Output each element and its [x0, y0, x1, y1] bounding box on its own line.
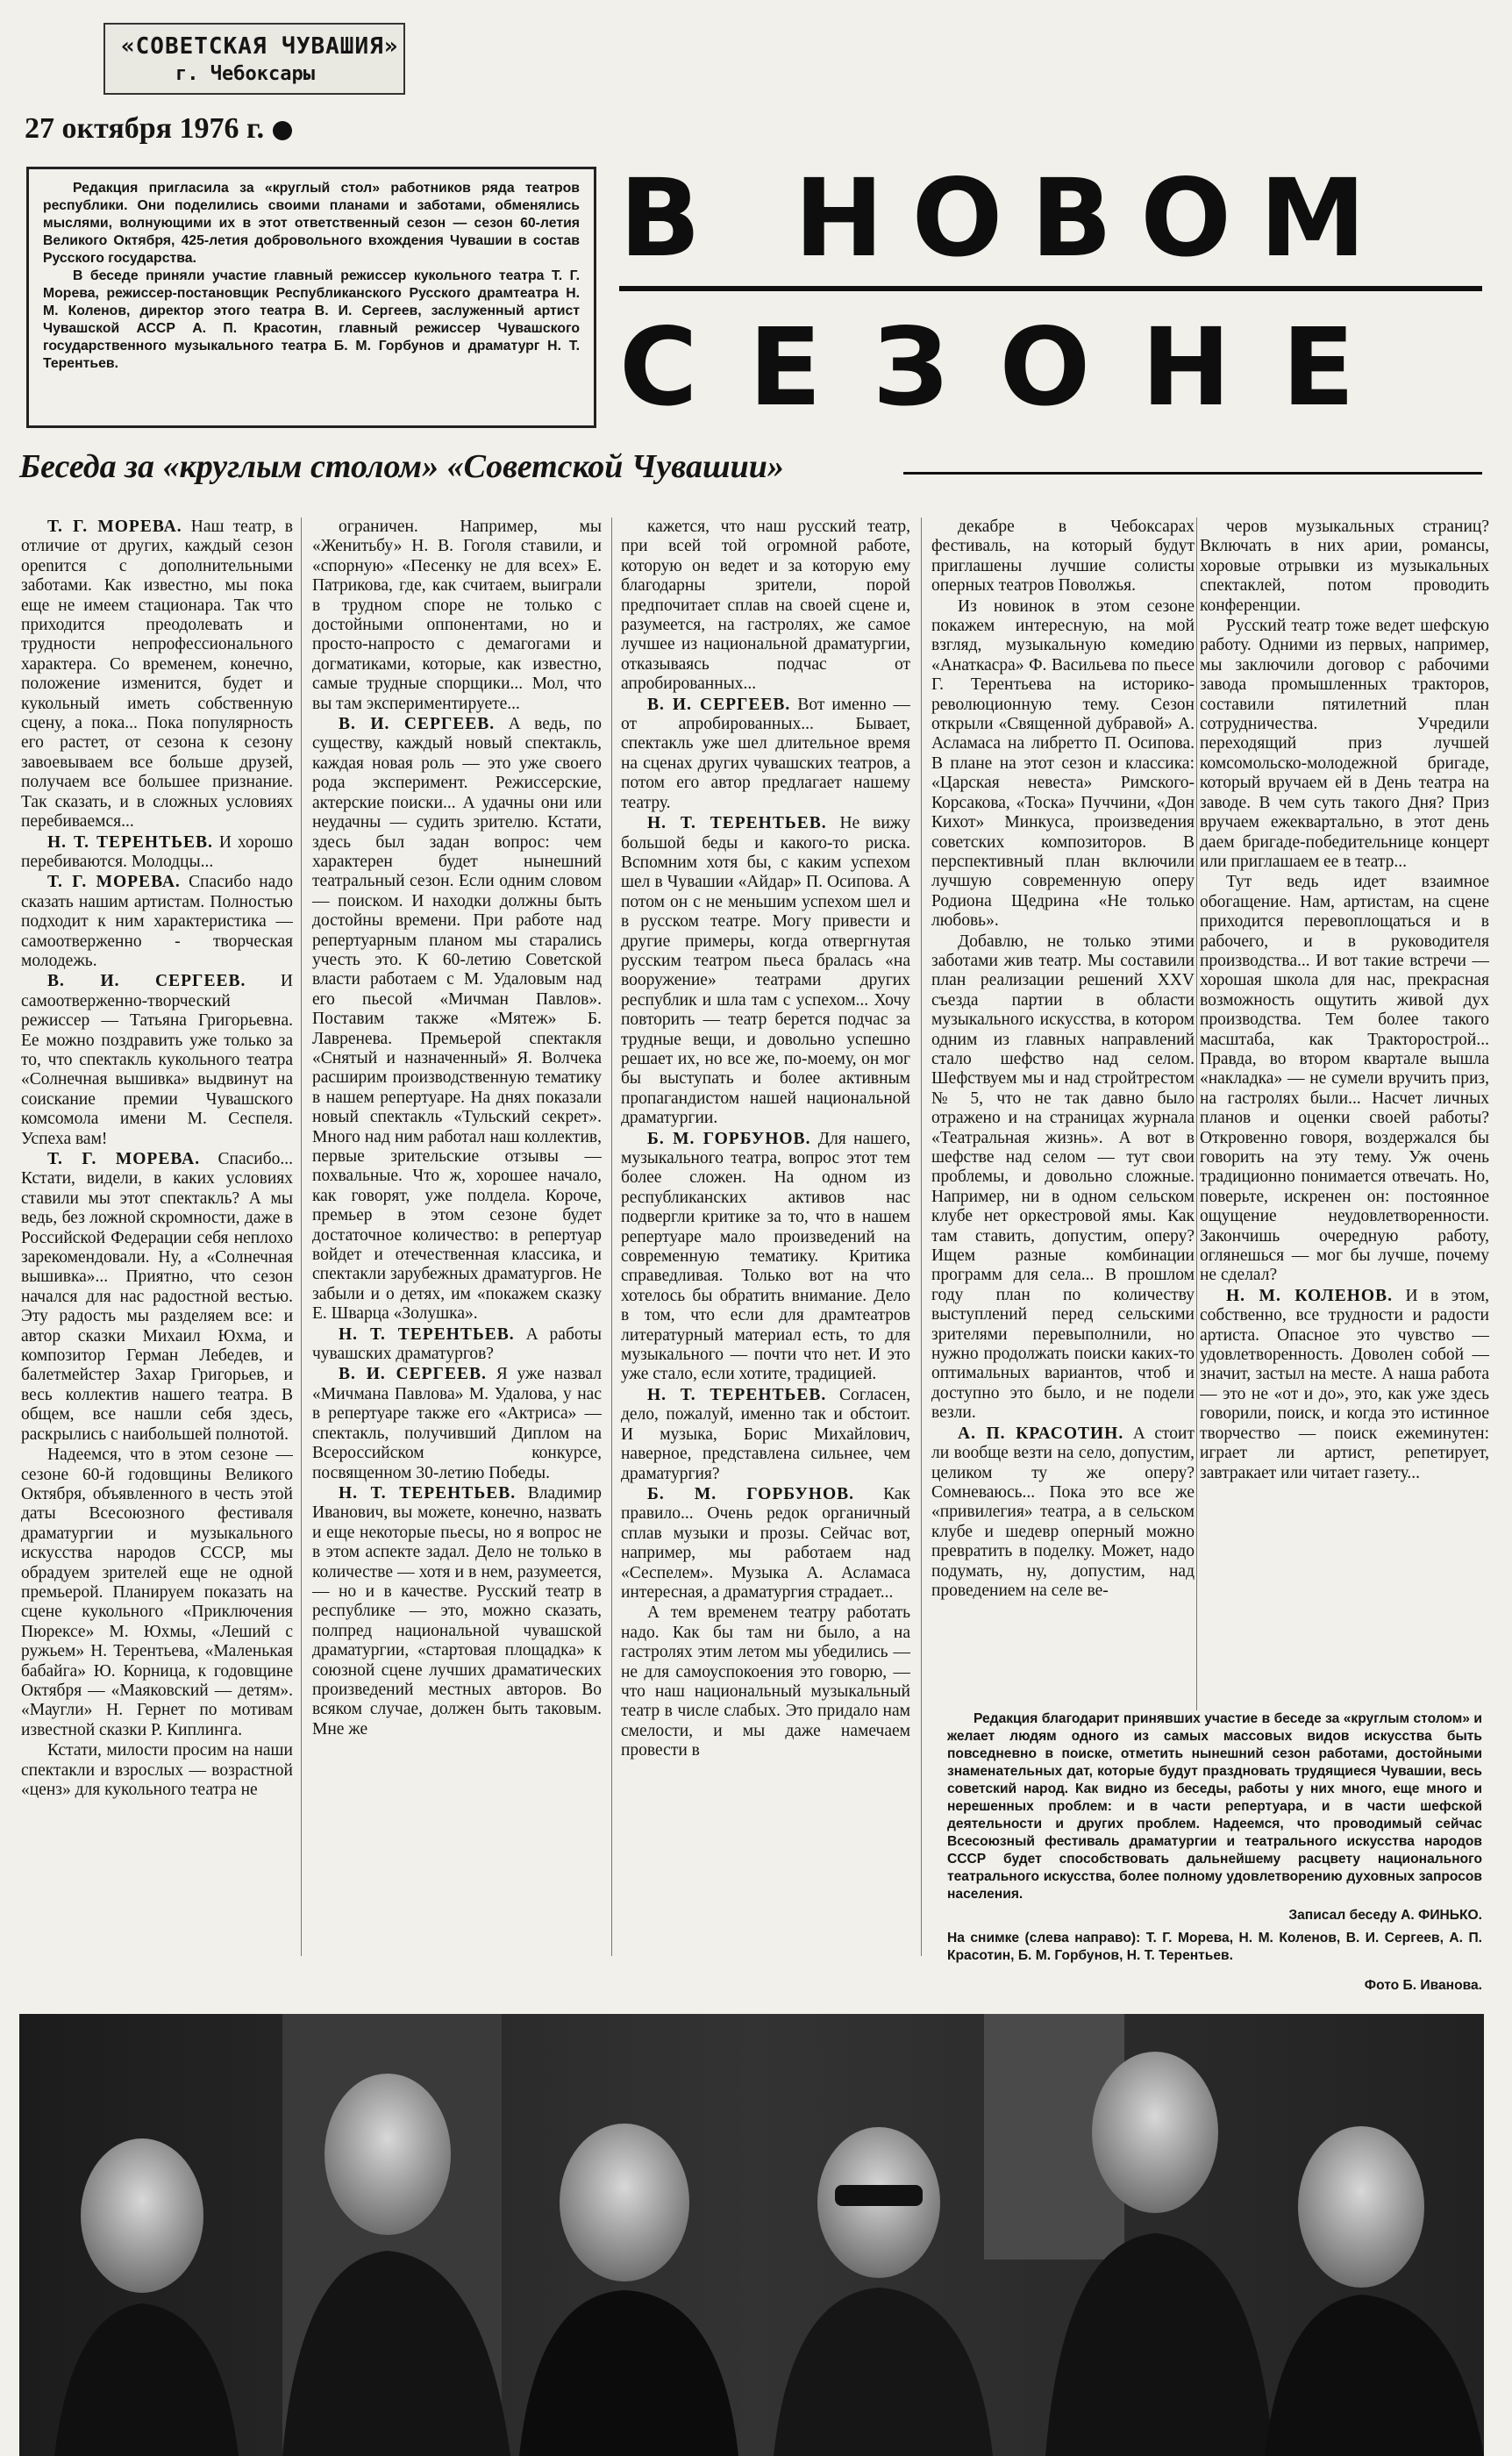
photo-caption: На снимке (слева направо): Т. Г. Морева, Н. М. Коленов, В. И. Сергеев, А. П. Красотин, Б. М. Горбунов, Н. Т. Терентьев. — [947, 1931, 1482, 1963]
paragraph-text: Я уже назвал «Мичмана Павлова» М. Удалова, у нас в репертуаре также его «Актриса» — спектакль, получивший Диплом на Всероссийском конкурсе, посвященном 30-летию Победы. — [312, 1365, 602, 1482]
paragraph-text: А ведь, по существу, каждый новый спектакль, каждая новая роль — это уже своего рода эксперимент. Режиссерские, актерские поиски... А удачны они или неудачны — судить зрителю. Кстати, здесь был задан вопрос: чем характерен будет нынешний театральный сезон. Если одним словом — поиском. И находки должны быть достойны времени. При работе над репертуарным планом мы старались учесть это. К 60-летию Советской власти работаем с М. Удаловым над его пьесой «Мичман Павлов». Поставим также «Мятеж» Б. Лавренева. Премьерой спектакля «Снятый и назначенный» Я. Волчека расширим производственную тематику в нашем репертуаре. На днях показали новый спектакль «Тульский секрет». Много над ним работал наш коллектив, первые зрительские отзывы — похвальные. Что ж, хорошее начало, как говорят, уже полдела. Короче, премьер в этом сезоне будет достаточное количество: в репертуар войдет и отечественная классика, и спектакли зарубежных драматургов. Не забыли и о детях, им «покажем сказку Е. Шварца «Золушка». — [312, 715, 602, 1324]
paragraph-text: Для нашего, музыкального театра, вопрос этот тем более сложен. На одном из республиканских активов нас подвергли критике за то, что в нашем репертуаре мало произведений на современную тематику. Критика справедливая. Только вот на что хотелось бы обратить внимание. Дело в том, что если для драмтеатров литературный материал есть, то для музыкального — почти что нет. И это уже стало, если хотите, традицией. — [621, 1129, 910, 1384]
group-photo — [19, 2014, 1484, 2456]
source-stamp — [103, 23, 405, 95]
article-paragraph — [931, 932, 1195, 1424]
headline-line-1: В НОВОМ — [619, 156, 1394, 281]
paragraph-text: Вот именно — от апробированных... Бывает, спектакль уже шел длительное время на сценах других чувашских театров, а потом его автор предлагает нашему театру. — [621, 695, 910, 812]
article-paragraph — [621, 696, 910, 813]
headline-divider — [619, 286, 1482, 291]
paragraph-text: кажется, что наш русский театр, при всей той огромной работе, которую он ведет и за которую ему благодарны зрители, порой предпочитает сплав на своей сцене и, разумеется, на гастролях, же самое лучшее из национальной драматургии, отказываясь подчас от апробированных... — [621, 518, 910, 694]
article-paragraph — [312, 1365, 602, 1482]
photo-credit: Фото Б. Иванова. — [1364, 1978, 1482, 1993]
speaker-name: Н. Т. ТЕРЕНТЬЕВ. — [47, 832, 213, 852]
editorial-note-text: Редакция благодарит принявших участие в беседе за «круглым столом» и желает людям одного из самых массовых видов искусства быть повседневно в поиске, отметить нынешний сезон работами, достойными знаменательных дат, которые будут праздновать трудящиеся Чувашии, весь советский народ. Как видно из беседы, работы у них много, еще много и нерешенных проблем: и в части репертуара, и в части шефской деятельности и других проблем. Надеемся, что проводимый сейчас Всесоюзный фестиваль драматургии и театрального искусства народов СССР будет способствовать дальнейшему расцвету национального театрального искусства, более полному удовлетворению духовных запросов населения. — [947, 1711, 1482, 1902]
byline: Записал беседу А. ФИНЬКО. — [1288, 1908, 1482, 1923]
paragraph-text: Русский театр тоже ведет шефскую работу. Одними из первых, например, мы заключили договор с рабочими завода промышленных тракторов, составили пятилетний план сотрудничества. Учредили переходящий приз лучшей комсомольско-молодежной бригаде, который вручаем ей в День театра на заводе. В чем суть такого Дня? Приз вручаем ежеквартально, в этот день даем бригаде-победительнице концерт или приглашаем ее в театр... — [1200, 617, 1489, 871]
article-paragraph — [21, 1741, 293, 1800]
speaker-name: Н. М. КОЛЕНОВ. — [1226, 1286, 1393, 1305]
speaker-name: Б. М. ГОРБУНОВ. — [647, 1484, 854, 1503]
article-paragraph — [931, 597, 1195, 932]
article-paragraph — [621, 1386, 910, 1484]
article-paragraph — [21, 873, 293, 971]
paragraph-text: Из новинок в этом сезоне покажем интересную, на мой взгляд, музыкальную комедию «Анаткасра» Ф. Васильева по пьесе Г. Терентьева на историко-революционную тему. Сезон открыли «Священной дубравой» А. Асламаса на либретто П. Осипова. В плане на этот сезон и классика: «Царская невеста» Римского-Корсакова, «Тоска» Пуччини, «Дон Кихот» Минкуса, произведения советских композиторов. В перспективный план включили лучшую современную оперу Родиона Щедрина «Не только любовь». — [931, 596, 1195, 931]
article-paragraph — [1200, 1287, 1489, 1483]
publication-date — [25, 112, 292, 146]
speaker-name: Т. Г. МОРЕВА. — [47, 518, 182, 536]
speaker-name: В. И. СЕРГЕЕВ. — [647, 695, 791, 714]
paragraph-text: Добавлю, не только этими заботами жив театр. Мы составили план реализации решений XXV съезда партии в области музыкального искусства, в котором одним из главных направлений стало шефство над селом. Шефствуем мы и над стройтрестом № 5, что не так давно было отражено и на страницах журнала «Театральная жизнь». А вот в шефстве над селом — тут свои проблемы, и довольно сложные. Например, ни в одном сельском клубе нет оркестровой ямы. Как там ставить, допустим, оперу? Ищем разные комбинации программ для села... В прошлом году план по количеству выступлений перед сельскими зрителями перевыполнили, но нужно продолжать поиски каких-то оптимальных вариантов, чтоб и доступно это было, и не подели везли. — [931, 932, 1195, 1423]
speaker-name: В. И. СЕРГЕЕВ. — [47, 972, 246, 991]
subheadline-rule — [903, 472, 1482, 475]
article-paragraph — [312, 715, 602, 1324]
article-column-2 — [312, 518, 602, 1956]
article-paragraph — [931, 1424, 1195, 1602]
speaker-name: Н. Т. ТЕРЕНТЬЕВ. — [647, 1385, 827, 1404]
stamp-city: г. Чебоксары — [175, 63, 315, 85]
bullet-icon — [273, 121, 292, 140]
paragraph-text: Надеемся, что в этом сезоне — сезоне 60-й годовщины Великого Октября, объявленного в честь этой даты Всесоюзного фестиваля драматургии и музыкального искусства народов СССР, мы обрадуем зрителей еще не одной премьерой. Планируем показать на сцене кукольного «Приключения Пюрексе» М. Юхмы, «Леший с ружьем» Н. Терентьева, «Маленькая бабайга» Ю. Корница, к годовщине Октября — «Маяковский — детям». «Маугли» Н. Гернет по мотивам известной сказки Р. Киплинга. — [21, 1446, 293, 1739]
article-paragraph — [621, 1603, 910, 1760]
column-divider — [611, 518, 612, 1956]
paragraph-text: Владимир Иванович, вы можете, конечно, назвать и еще некоторые пьесы, но я вопрос не в этом аспекте задал. Дело не только в количестве — хотя и в нем, разумеется, — но и в качестве. Русский театр в республике — это, можно сказать, полпред национальной чувашской драматургии, «стартовая площадка» к союзной сцене лучших драматических произведений местных авторов. Во всяком случае, должен быть таковым. Мне же — [312, 1483, 602, 1738]
article-paragraph — [621, 1130, 910, 1385]
paragraph-text: Наш театр, в отличие от других, каждый сезон openится с дополнительными заботами. Как известно, мы пока еще не имеем стационара. Так что приходится преодолевать и трудности непрофессионального характера. Со временем, конечно, положение изменится, будет и кукольный иметь собственную сцену, а пока... Пока популярность его растет, от сезона к сезону завоевываем все больше друзей, получаем все большее признание. Так сказать, и в сложных условиях перебиваемся... — [21, 518, 293, 832]
article-paragraph — [931, 518, 1195, 596]
article-paragraph — [1200, 518, 1489, 616]
speaker-name: А. П. КРАСОТИН. — [958, 1424, 1124, 1443]
article-paragraph — [21, 1150, 293, 1445]
speaker-name: Т. Г. МОРЕВА. — [47, 1150, 201, 1168]
group-photo-image — [19, 2014, 1484, 2456]
speaker-name: Н. Т. ТЕРЕНТЬЕВ. — [339, 1324, 515, 1344]
article-column-3 — [621, 518, 910, 1956]
speaker-name: В. И. СЕРГЕЕВ. — [339, 1365, 487, 1384]
paragraph-text: Тут ведь идет взаимное обогащение. Нам, артистам, на сцене приходится перевоплощаться и в рабочего, и в руководителя производства... И вот такие встречи — хорошая школа для нас, прекрасная возможность ощутить живой дух производства. Тем более такого масштаба, как Тракторострой... Правда, во втором квартале вышла «накладка» — не сумели вручить приз, на гастролях были... Насчет личных планов и оценки своей работы? Откровенно говоря, воздержался бы говорить на эту тему. Уж очень традиционно понимается отвечать. Но, поверьте, искренен он: постоянное ощущение неудовлетворенности. Закончишь очередную работу, оглянешься — мог бы лучше, почему не сделал? — [1200, 873, 1489, 1285]
article-paragraph — [312, 1325, 602, 1365]
article-paragraph — [21, 1446, 293, 1740]
article-paragraph — [1200, 617, 1489, 872]
speaker-name: Н. Т. ТЕРЕНТЬЕВ. — [339, 1483, 517, 1503]
column-divider — [921, 518, 922, 1956]
intro-paragraph-1: Редакция пригласила за «круглый стол» работников ряда театров республики. Они поделились своими планами и заботами, обменялись мыслями, волнующими их в этот ответственный сезон — сезон 60-летия Великого Октября, 425-летия добровольного вхождения Чувашии в состав Русского государства. — [43, 181, 580, 266]
paragraph-text: ограничен. Например, мы «Женитьбу» Н. В. Гоголя ставили, и «спорную» «Песенку не для всех» Е. Патрикова, где, как считаем, выиграли в трудном споре не только с достойными оппонентами, но и просто-напросто с демагогами и догматиками, которые, как известно, самые трудные спорщики... Мол, что вы там экспериментируете... — [312, 518, 602, 713]
column-divider — [301, 518, 302, 1956]
article-paragraph — [621, 814, 910, 1129]
paragraph-text: черов музыкальных страниц? Включать в них арии, романсы, хоровые отрывки из музыкальных спектаклей, потом проводить конференции. — [1200, 518, 1489, 615]
headline — [619, 156, 1487, 446]
article-paragraph — [621, 1485, 910, 1603]
paragraph-text: декабре в Чебоксарах фестиваль, на который будут приглашены лучшие солисты оперных театров Поволжья. — [931, 518, 1195, 596]
stamp-newspaper-name: «СОВЕТСКАЯ ЧУВАШИЯ» — [121, 33, 399, 60]
speaker-name: В. И. СЕРГЕЕВ. — [339, 715, 496, 734]
paragraph-text: И в этом, собственно, все трудности и радости артиста. Опасное это чувство — удовлетворенность. Доволен собой — значит, застыл на месте. А наша работа — это не «от и до», это, как уже здесь говорили, поиск, и когда это истинное творчество — поиск ежеминутен: играет ли артист, репетирует, завтракает или читает газету... — [1200, 1286, 1489, 1482]
paragraph-text: А стоит ли вообще везти на село, допустим, целиком ту же оперу? Сомневаюсь... Пока это все же «привилегия» театра, а в сельском клубе и шедевр оперный можно превратить в поделку. Может, надо подумать, ну, допустим, над проведением на селе ве- — [931, 1424, 1195, 1600]
article-paragraph — [21, 972, 293, 1149]
paragraph-text: Согласен, дело, пожалуй, именно так и обстоит. И музыка, Борис Михайлович, наверное, представлена сильнее, чем драматургия? — [621, 1385, 910, 1483]
article-paragraph — [312, 1484, 602, 1739]
speaker-name: Т. Г. МОРЕВА. — [47, 873, 181, 892]
article-paragraph — [21, 833, 293, 873]
article-paragraph — [21, 518, 293, 832]
paragraph-text: Как правило... Очень редок органичный сплав музыки и прозы. Сейчас вот, например, мы работаем над «Сеспелем». Музыка А. Асламаса интересная, а драматургия страдает... — [621, 1484, 910, 1602]
paragraph-text: А тем временем театру работать надо. Как бы там ни было, а на гастролях этим летом мы убедились — не для самоуспокоения это говорю, — что наш национальный музыкальный театр в числе слабых. Это придало нам смелости, и мы даже намечаем провести в — [621, 1603, 910, 1760]
speaker-name: Н. Т. ТЕРЕНТЬЕВ. — [647, 814, 827, 833]
article-column-1 — [21, 518, 293, 1956]
speaker-name: Б. М. ГОРБУНОВ. — [647, 1129, 811, 1148]
intro-box — [26, 167, 596, 428]
paragraph-text: Спасибо... Кстати, видели, в каких условиях ставили мы этот спектакль? А мы ведь, без ложной скромности, даже в Российской Федерации себя неплохо зарекомендовали. Ну, а «Солнечная вышивка»... Приятно, что сезон начался для нас радостной вестью. Эту радость мы разделяем все: и автор сказки Михаил Юхма, и композитор Герман Лебедев, и балетмейстер Захар Григорьев, и весь коллектив нашего театра. В общем, все нашли себя здесь, раскрылись с наибольшей полнотой. — [21, 1150, 293, 1444]
paragraph-text: Спасибо надо сказать нашим артистам. Полностью подходит к ним характеристика — самоотверженно - творческая молодежь. — [21, 873, 293, 970]
article-paragraph — [621, 518, 910, 695]
article-paragraph — [312, 518, 602, 714]
paragraph-text: Не вижу большой беды и какого-то риска. Вспомним хотя бы, с каким успехом шел в Чувашии «Айдар» П. Осипова. А потом он с не меньшим успехом шел и в русском театре. Могу привести и другие примеры, когда отвергнутая русским театром пьеса бралась «на вооружение» театрами других республик и шла там с успехом... Хочу повторить — театр берется подчас за трудные вещи, и довольно успешно решает их, но все же, по-моему, он мог бы выступать и более активным пропагандистом нашей национальной драматургии. — [621, 814, 910, 1128]
editorial-note — [947, 1710, 1482, 2000]
intro-paragraph-2: В беседе приняли участие главный режиссер кукольного театра Т. Г. Морева, режиссер-постановщик Республиканского Русского драмтеатра Н. М. Коленов, директор этого театра В. И. Сергеев, заслуженный артист Чувашской АССР А. П. Красотин, главный режиссер Чувашского государственного музыкального театра Б. М. Горбунов и драматург Н. Т. Терентьев. — [43, 268, 580, 371]
paragraph-text: И самоотверженно-творческий режиссер — Татьяна Григорьевна. Ее можно поздравить уже только за то, что спектакль кукольного театра «Солнечная вышивка» выдвинут на соискание премии Чувашского комсомола имени М. Сеспеля. Успеха вам! — [21, 972, 293, 1148]
date-text: 27 октября 1976 г. — [25, 112, 265, 145]
subheadline: Беседа за «круглым столом» «Советской Чувашии» — [19, 448, 784, 485]
article-paragraph — [1200, 873, 1489, 1286]
headline-line-2: СЕЗОНЕ — [619, 305, 1406, 430]
paragraph-text: А работы чувашских драматургов? — [312, 1324, 602, 1364]
paragraph-text: И хорошо перебиваются. Молодцы... — [21, 832, 293, 871]
paragraph-text: Кстати, милости просим на наши спектакли и взрослых — возрастной «ценз» для кукольного театра не — [21, 1741, 293, 1799]
